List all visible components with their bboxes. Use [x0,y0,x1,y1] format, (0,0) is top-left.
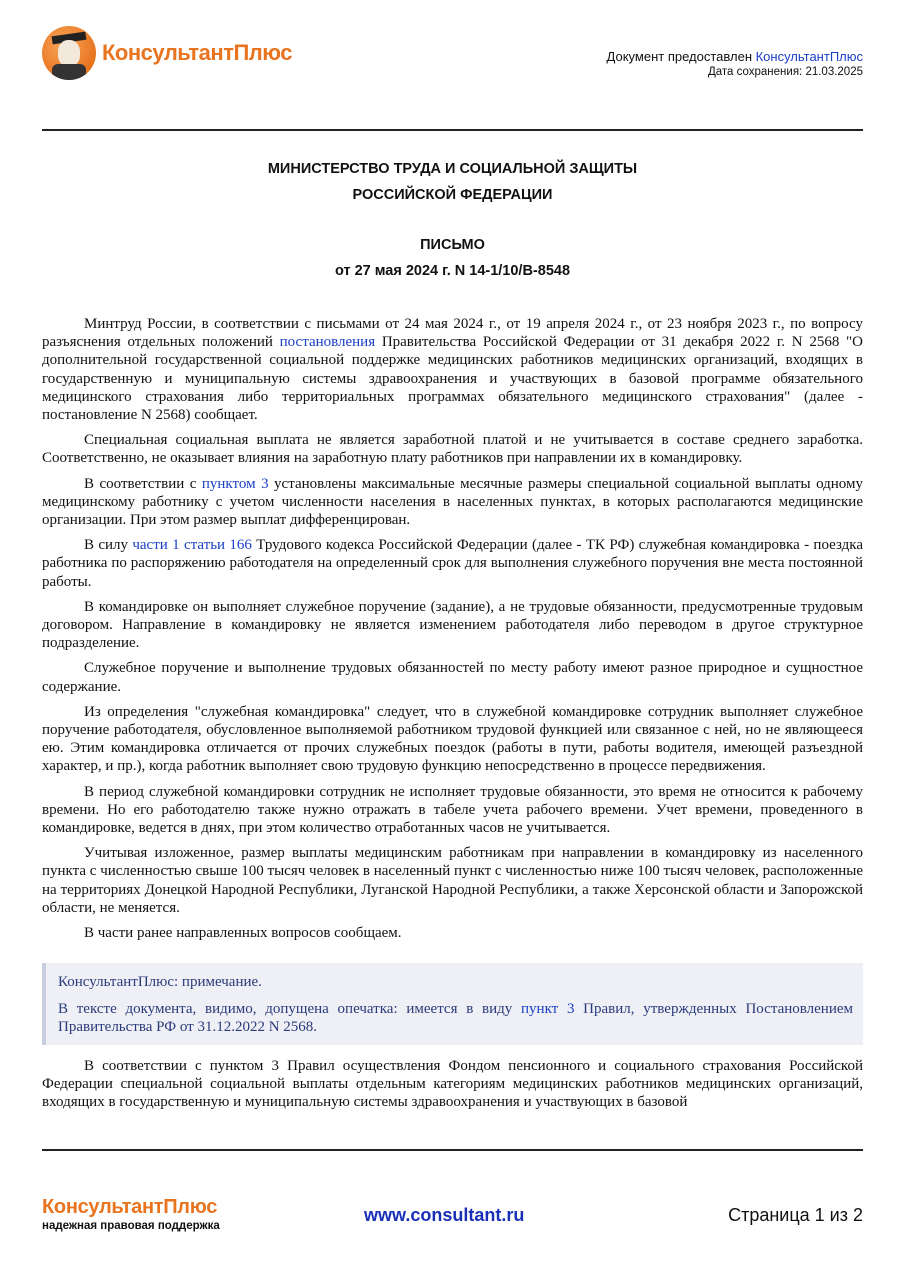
footer-tagline: надежная правовая поддержка [42,1220,220,1232]
provided-by-text: Документ предоставлен [606,49,756,64]
header-divider [42,129,863,131]
link-chasti-1-stati-166[interactable]: части 1 статьи 166 [132,537,252,554]
link-punkt-3[interactable]: пунктом 3 [201,475,269,492]
paragraph-7: Из определения "служебная командировка" следует, что в служебной командировке сотрудник выполняет служебное поручение работодателя, обусловленное выполняемой работником трудовой функцией или связанное с ней, но не являющееся ею. Этим командировка отличается от прочих служебных поездок (работы в пути, работы водителя, имеющей разъездной характер, и пр.), когда работник выполняет свою трудовую функцию непосредственно в процессе передвижения. [42,703,863,775]
save-date: Дата сохранения: 21.03.2025 [707,66,863,78]
paragraph-2: Специальная социальная выплата не является заработной платой и не учитывается в составе среднего заработка. Соответственно, не оказывает влияния на заработную плату работников при направлении их в командировку. [42,432,863,467]
footer-logo [42,1196,220,1232]
paragraph-5: В командировке он выполняет служебное поручение (задание), а не трудовые обязанности, предусмотренные трудовым договором. Направление в командировку не является изменением работодателя либо переводом в другое структурное подразделение. [42,598,863,652]
paragraph-3: В соответствии с пунктом 3 установлены максимальные месячные размеры специальной социальной выплаты одному медицинскому работнику с учетом численности населения в населенных пунктах, в которых располагаются медицинские организации. При этом размер выплат дифференцирован. [42,475,864,529]
paragraph-11: В соответствии с пунктом 3 Правил осуществления Фондом пенсионного и социального страхования Российской Федерации специальной социальной выплаты отдельным категориям медицинских работников медицинских организаций, входящих в государственную и муниципальную системы здравоохранения и участвующих в базовой [42,1057,863,1110]
document-body [42,315,863,1118]
logo-text: КонсультантПлюс [102,40,292,65]
document-type: ПИСЬМО [420,237,485,253]
header-info [607,49,863,78]
page-number: Страница 1 из 2 [728,1205,863,1225]
provided-by-link[interactable]: КонсультантПлюс [755,49,863,64]
paragraph-4: В силу части 1 статьи 166 Трудового кодекса Российской Федерации (далее - ТК РФ) служебная командировка - поездка работника по распоряжению работодателя на определенный срок для выполнения служебного поручения вне места постоянной работы. [42,537,863,590]
consultant-note [42,963,863,1044]
professor-logo-icon [42,26,96,80]
document-date-number: от 27 мая 2024 г. N 14-1/10/В-8548 [334,263,571,279]
paragraph-8: В период служебной командировки сотрудник не исполняет трудовые обязанности, это время не относится к рабочему времени. Но его работодателю также нужно отражать в табеле учета рабочего времени. Учет времени, проведенного в командировке, ведется в днях, при этом количество отработанных часов не учитывается. [42,783,863,837]
paragraph-10: В части ранее направленных вопросов сообщаем. [84,925,402,942]
footer-url-link[interactable]: www.consultant.ru [364,1205,525,1225]
paragraph-9: Учитывая изложенное, размер выплаты медицинским работникам при направлении в командировку из населенного пункта с численностью свыше 100 тысяч человек в населенный пункт с численностью ниже 100 тысяч человек, расположенные на территориях Донецкой Народной Республики, Луганской Народной Республики, а также Херсонской области и Запорожской области, не меняется. [42,845,863,916]
footer-divider [42,1149,863,1151]
consultant-logo [42,26,292,82]
footer-logo-name: КонсультантПлюс [42,1196,218,1218]
note-text: В тексте документа, видимо, допущена опечатка: имеется в виду пункт 3 Правил, утвержденных Постановлением Правительства РФ от 31.12.2022 N 2568. [58,1000,853,1036]
ministry-title-line1: МИНИСТЕРСТВО ТРУДА И СОЦИАЛЬНОЙ ЗАЩИТЫ [267,161,638,177]
ministry-title-line2: РОССИЙСКОЙ ФЕДЕРАЦИИ [352,187,553,203]
paragraph-1: Минтруд России, в соответствии с письмами от 24 мая 2024 г., от 19 апреля 2024 г., от 23 ноября 2023 г., по вопросу разъяснения отдельных положений постановления Правительства Российской Федерации от 31 декабря 2022 г. N 2568 "О дополнительной государственной социальной поддержке медицинских работников медицинских организаций, входящих в государственную и муниципальную системы здравоохранения и участвующих в базовой программе обязательного медицинского страхования либо территориальных программах обязательного медицинского страхования" (далее - постановление N 2568) сообщает. [42,316,863,424]
note-title: КонсультантПлюс: примечание. [58,974,262,991]
paragraph-6: Служебное поручение и выполнение трудовых обязанностей по месту работу имеют разное природное и сущностное содержание. [42,660,863,695]
note-link-punkt-3[interactable]: пункт 3 [521,1000,575,1017]
link-postanovleniya[interactable]: постановления [279,334,376,351]
